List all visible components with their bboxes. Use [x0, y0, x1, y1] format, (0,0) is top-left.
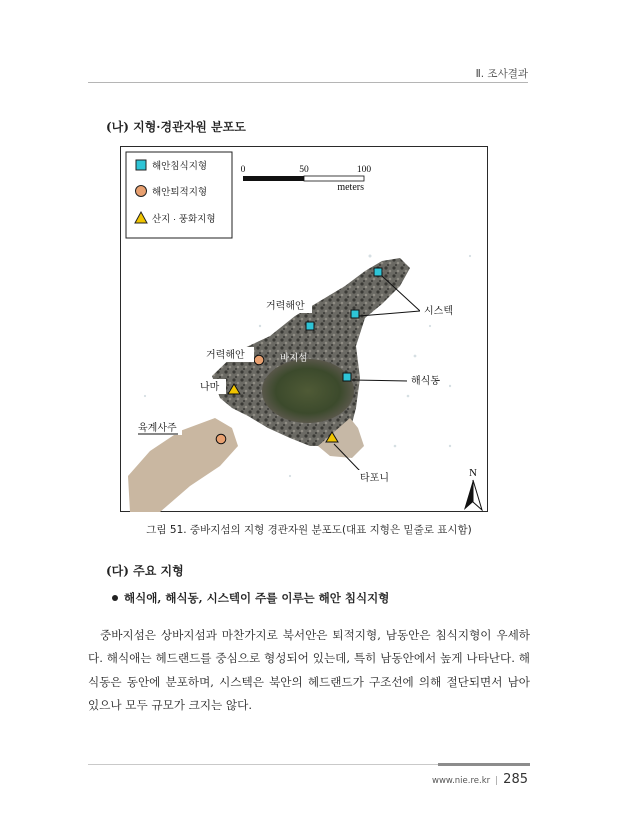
body-paragraph: 중바지섬은 상바지섬과 마찬가지로 북서안은 퇴적지형, 남동안은 침식지형이 우세하다. 해식애는 헤드랜드를 중심으로 형성되어 있는데, 특히 남동안에서 높게 나타난다. 해식동은 동안에 분포하며, 시스텍은 북안의 헤드랜드가 구조선에 의해 절단되면서 남아 있으나 모두 규모가 크지는 않다.: [88, 627, 530, 713]
scale-unit: meters: [337, 182, 364, 193]
bullet-dot-icon: [112, 595, 118, 601]
label-georyeok-upper: 거력해안: [266, 301, 305, 312]
legend-label-erosion: 해안침식지형: [152, 161, 208, 172]
legend-circle-icon: [136, 186, 147, 197]
label-taponi: 타포니: [360, 473, 389, 484]
footer-divider: [88, 764, 530, 767]
page-footer: [432, 772, 528, 787]
label-georyeok-lower: 거력해안: [206, 350, 245, 361]
label-sistek: 시스텍: [424, 306, 453, 317]
figure-caption: 그림 51. 중바지섬의 지형 경관자원 분포도(대표 지형은 밑줄로 표시함): [146, 524, 472, 536]
footer-url: www.nie.re.kr: [432, 776, 491, 786]
label-haesikdong: 해식동: [411, 376, 440, 387]
section-heading-main-landforms: (다) 주요 지형: [106, 564, 184, 578]
scale-tick-0: 0: [240, 165, 246, 175]
forest-hill: [262, 359, 354, 423]
map-legend: [126, 152, 232, 238]
legend-square-icon: [136, 160, 146, 170]
scale-tick-100: 100: [356, 165, 372, 175]
bullet-item: [112, 590, 389, 606]
bullet-text: 해식애, 해식동, 시스텍이 주를 이루는 해안 침식지형: [124, 591, 390, 605]
legend-label-weathering: 산지 · 풍화지형: [152, 214, 216, 225]
page-number: 285: [503, 772, 528, 787]
scale-tick-50: 50: [299, 165, 309, 175]
footer-separator: |: [495, 776, 499, 786]
running-header: Ⅱ. 조사결과: [475, 68, 528, 80]
svg-text:N: N: [469, 467, 477, 479]
section-heading-distribution-map: (나) 지형·경관자원 분포도: [106, 120, 246, 134]
legend-label-deposition: 해안퇴적지형: [152, 187, 208, 198]
header-divider: [88, 82, 528, 83]
label-bajiseom: 바지섬: [280, 353, 308, 364]
distribution-map-figure: [120, 146, 488, 512]
label-okgyesaju: 육계사주: [138, 423, 177, 434]
label-nama: 나마: [200, 382, 220, 393]
